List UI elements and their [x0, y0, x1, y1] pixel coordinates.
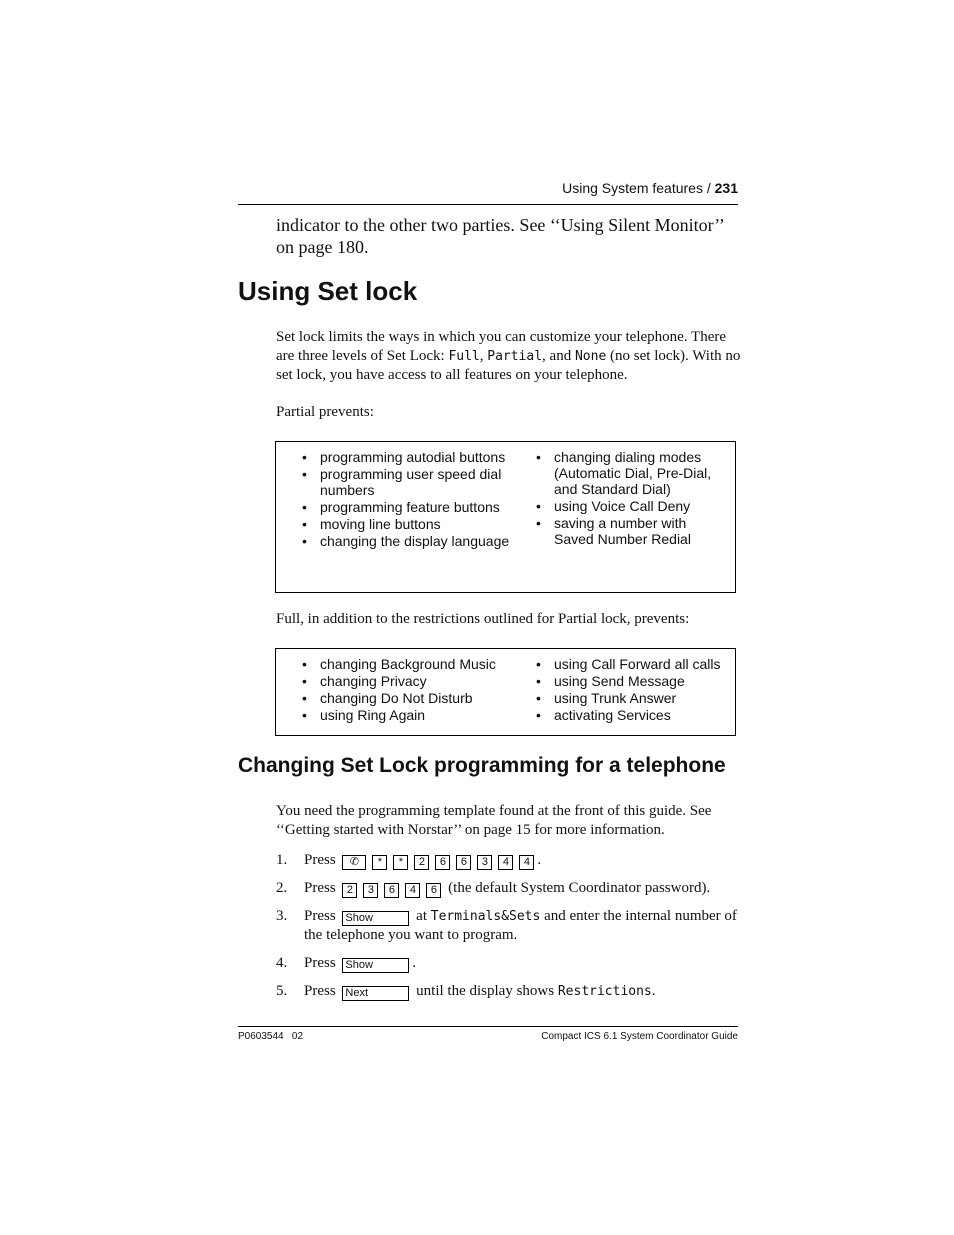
step-number: 3.: [276, 908, 288, 924]
full-list-left: [302, 656, 512, 724]
header-separator: /: [706, 180, 711, 196]
step-3: [276, 907, 742, 945]
list-item: • changing Privacy: [302, 673, 512, 689]
list-item: • moving line buttons: [302, 516, 512, 532]
step-number: 1.: [276, 852, 288, 868]
step-5: [276, 982, 742, 1001]
list-item: • activating Services: [536, 707, 726, 723]
list-item: • using Send Message: [536, 673, 726, 689]
header-section: Using System features: [562, 180, 703, 196]
step-number: 4.: [276, 955, 288, 971]
partial-restrictions-box: [275, 441, 736, 593]
list-item: • programming autodial buttons: [302, 449, 512, 465]
partial-list-right: [536, 449, 726, 548]
step-at: at: [416, 908, 427, 924]
show-softkey: Show: [342, 911, 409, 926]
dial-key: 2: [414, 855, 429, 870]
list-item: • changing dialing modes (Automatic Dial, Pre-Dial, and Standard Dial): [536, 449, 726, 497]
star-key: *: [393, 855, 408, 870]
step-1: [276, 851, 742, 870]
full-list-right: [536, 656, 726, 724]
dial-key: 3: [477, 855, 492, 870]
step-number: 5.: [276, 983, 288, 999]
page-number: 231: [714, 180, 738, 196]
list-item: • using Ring Again: [302, 707, 512, 723]
star-key: *: [372, 855, 387, 870]
set-lock-intro: [276, 328, 742, 385]
step-verb: Press: [304, 852, 336, 868]
header-rule: [238, 204, 738, 205]
programming-intro: You need the programming template found at the front of this guide. See ‘‘Getting started with Norstar’’ on page 15 for more information.: [276, 803, 712, 838]
dial-key: 3: [363, 883, 378, 898]
step-tail: and enter the internal number of the telephone you want to program.: [304, 908, 737, 943]
full-label: Full, in addition to the restrictions outlined for Partial lock, prevents:: [276, 611, 690, 627]
display-text: Restrictions: [557, 984, 652, 999]
step-verb: Press: [304, 908, 336, 924]
list-item: • using Trunk Answer: [536, 690, 726, 706]
list-item: • using Voice Call Deny: [536, 498, 726, 514]
dial-key: 4: [405, 883, 420, 898]
section-title-programming: Changing Set Lock programming for a telephone: [238, 754, 726, 777]
step-tail: .: [412, 955, 417, 971]
list-item: • changing Background Music: [302, 656, 512, 672]
footer-guide-title: Compact ICS 6.1 System Coordinator Guide: [541, 1031, 738, 1042]
partial-list-left: [302, 449, 512, 550]
step-verb: Press: [304, 880, 336, 896]
continuation-paragraph: indicator to the other two parties. See ‘‘Using Silent Monitor’’ on page 180.: [276, 215, 724, 257]
intro-sep-2: , and: [542, 348, 575, 364]
running-header: [238, 180, 738, 196]
footer-rule: [238, 1026, 738, 1027]
level-full: Full: [448, 349, 480, 364]
display-text: Terminals&Sets: [430, 909, 541, 924]
step-tail: (the default System Coordinator password).: [448, 880, 711, 896]
intro-text-a: Set lock limits the ways in which you can customize your telephone. There are three levels of Set Lock:: [276, 329, 727, 364]
procedure-steps: [276, 851, 742, 1010]
step-tail-a: until the display shows: [416, 983, 555, 999]
list-item: • changing Do Not Disturb: [302, 690, 512, 706]
footer-doc-number: P0603544 02: [238, 1031, 304, 1042]
show-softkey: Show: [342, 958, 409, 973]
list-item: • using Call Forward all calls: [536, 656, 726, 672]
feature-key-icon: ✆: [342, 855, 366, 870]
next-softkey: Next: [342, 986, 409, 1001]
level-partial: Partial: [487, 349, 543, 364]
section-title-set-lock: Using Set lock: [238, 276, 418, 306]
dial-key: 4: [519, 855, 534, 870]
dial-key: 6: [384, 883, 399, 898]
step-verb: Press: [304, 983, 336, 999]
list-item: • saving a number with Saved Number Redial: [536, 515, 726, 547]
intro-text-b: (no set lock). With no set lock, you have access to all features on your telephone.: [276, 348, 741, 383]
step-2: [276, 879, 742, 898]
step-tail: .: [651, 983, 656, 999]
step-tail: .: [537, 852, 542, 868]
step-number: 2.: [276, 880, 288, 896]
dial-key: 6: [456, 855, 471, 870]
dial-key: 2: [342, 883, 357, 898]
list-item: • changing the display language: [302, 533, 512, 549]
dial-key: 4: [498, 855, 513, 870]
intro-sep-1: ,: [479, 348, 488, 364]
level-none: None: [574, 349, 607, 364]
list-item: • programming user speed dial numbers: [302, 466, 512, 498]
step-verb: Press: [304, 955, 336, 971]
list-item: • programming feature buttons: [302, 499, 512, 515]
dial-key: 6: [426, 883, 441, 898]
step-4: [276, 954, 742, 973]
full-restrictions-box: [275, 648, 736, 736]
partial-label: Partial prevents:: [276, 404, 374, 420]
dial-key: 6: [435, 855, 450, 870]
